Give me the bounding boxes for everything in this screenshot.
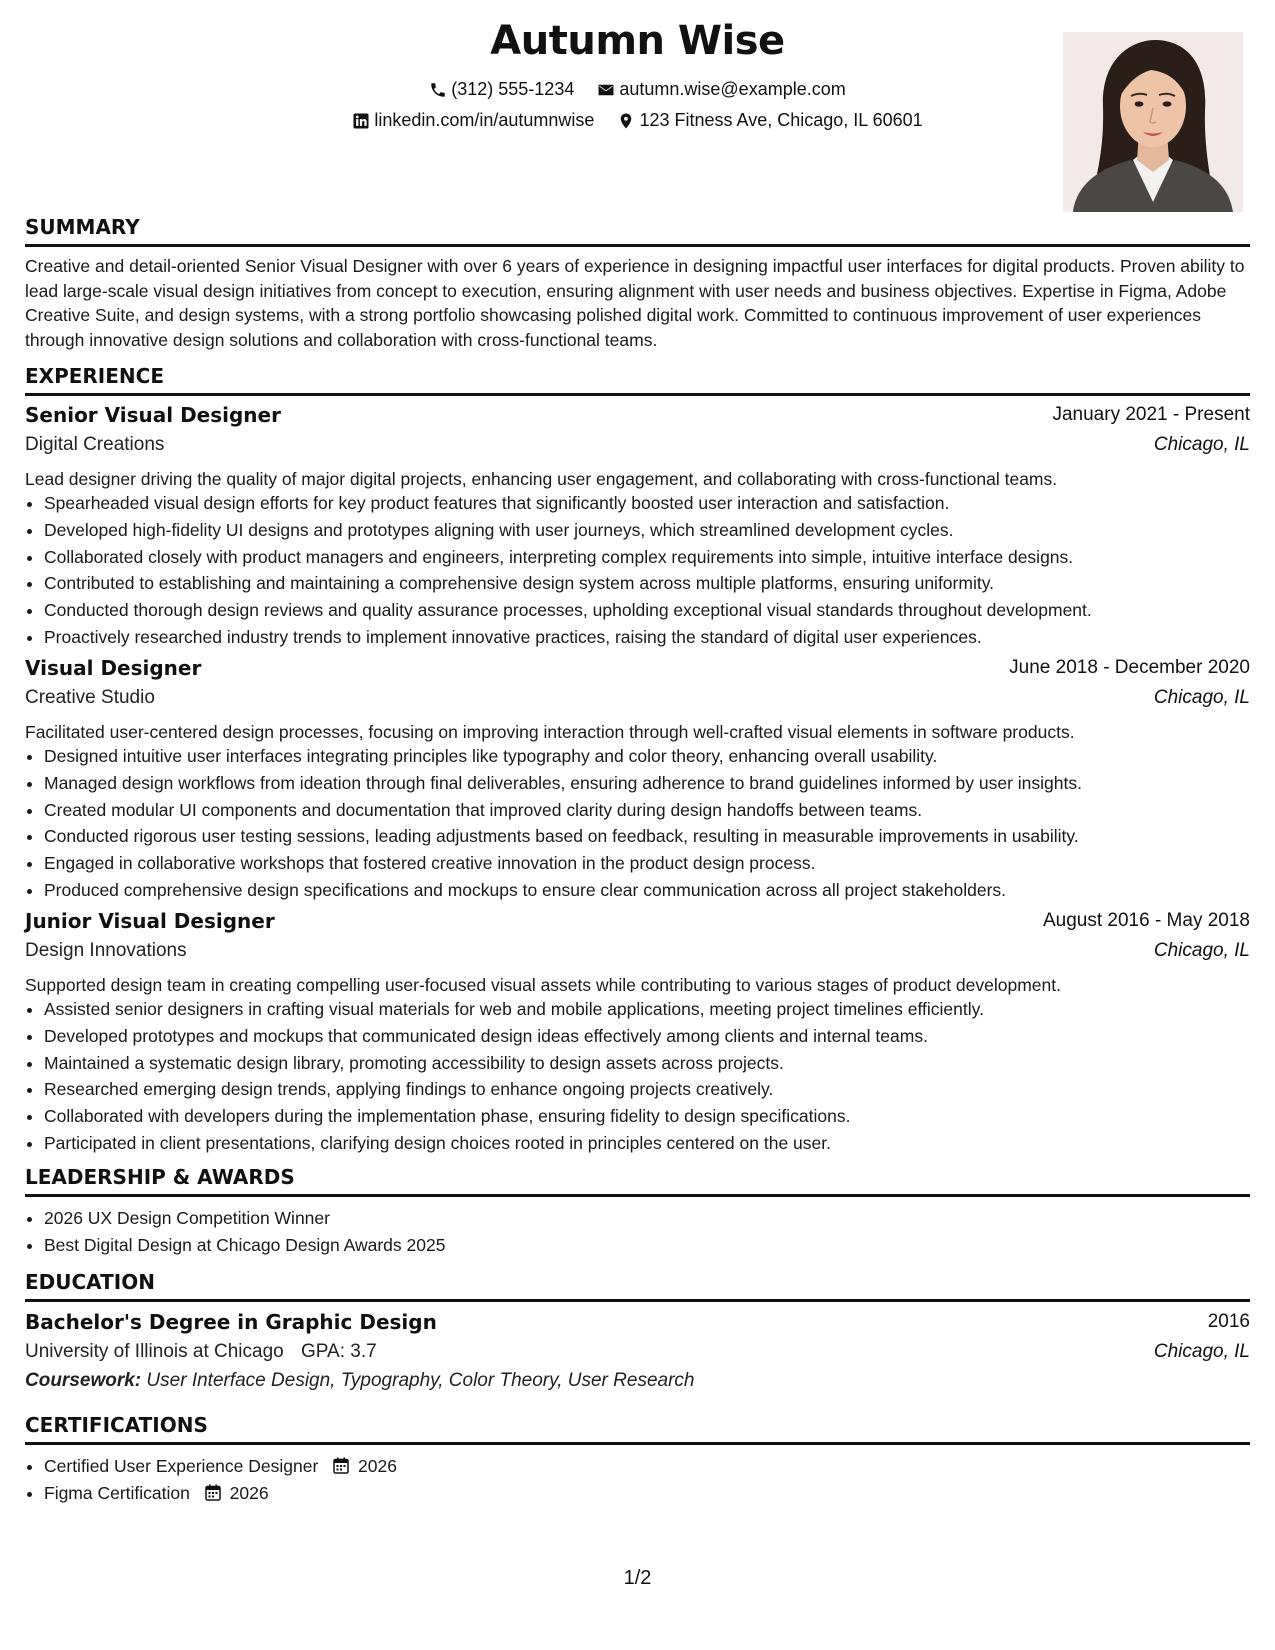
linkedin-text[interactable]: linkedin.com/in/autumnwise xyxy=(374,110,595,130)
list-item: • Contributed to establishing and maintaining a comprehensive design system across multiple platforms, ensuring uniformity. xyxy=(44,570,1269,597)
school-location: Chicago, IL xyxy=(1153,1341,1250,1362)
coursework-line xyxy=(25,1370,694,1392)
job-dates: January 2021 - Present xyxy=(1052,404,1250,425)
linkedin-item[interactable] xyxy=(352,110,594,131)
list-item: • Produced comprehensive design specifications and mockups to ensure clear communication across all project stakeholders. xyxy=(44,877,1269,904)
list-item: • Assisted senior designers in crafting visual materials for web and mobile applications, meeting project timelines efficiently. xyxy=(44,996,1269,1023)
list-item: • Conducted rigorous user testing sessions, leading adjustments based on feedback, resulting in measurable improvements in usability. xyxy=(44,823,1269,850)
job-title: Visual Designer xyxy=(25,656,202,680)
certification-name: Certified User Experience Designer xyxy=(44,1456,319,1476)
job-dates: August 2016 - May 2018 xyxy=(1042,910,1250,931)
list-item: • Engaged in collaborative workshops that fostered creative innovation in the product design process. xyxy=(44,850,1269,877)
job-company: Creative Studio xyxy=(25,687,155,708)
list-item xyxy=(44,1453,1269,1480)
map-pin-icon xyxy=(617,112,635,130)
awards-list xyxy=(25,1205,1269,1259)
certifications-list xyxy=(25,1453,1269,1507)
calendar-icon xyxy=(333,1457,349,1474)
list-item: • Developed high-fidelity UI designs and prototypes aligning with user journeys, which streamlined development cycles. xyxy=(44,517,1269,544)
job-dates: June 2018 - December 2020 xyxy=(1009,657,1250,678)
profile-photo xyxy=(1063,32,1243,212)
school-name: University of Illinois at Chicago xyxy=(25,1341,284,1362)
page-number: 1/2 xyxy=(623,1567,652,1589)
job-summary: Lead designer driving the quality of major digital projects, enhancing user engagement, and collaborating with cross-functional teams. xyxy=(25,469,1058,489)
job-summary: Supported design team in creating compelling user-focused visual assets while contributing to various stages of product development. xyxy=(25,975,1061,995)
list-item: • Best Digital Design at Chicago Design Awards 2025 xyxy=(44,1232,1269,1259)
list-item: • Spearheaded visual design efforts for key product features that significantly boosted user interaction and satisfaction. xyxy=(44,490,1269,517)
resume-page xyxy=(25,0,1250,1650)
list-item: • Designed intuitive user interfaces integrating principles like typography and color theory, enhancing overall usability. xyxy=(44,743,1269,770)
section-title-leadership: LEADERSHIP & AWARDS xyxy=(25,1165,1250,1197)
portrait-illustration xyxy=(1063,32,1243,212)
section-title-summary: SUMMARY xyxy=(25,215,1250,247)
job-bullets xyxy=(25,996,1269,1157)
coursework-label: Coursework: xyxy=(25,1370,142,1391)
job-title: Senior Visual Designer xyxy=(25,403,281,427)
address-item xyxy=(617,110,922,131)
section-title-experience: EXPERIENCE xyxy=(25,364,1250,396)
job-bullets xyxy=(25,490,1269,651)
section-title-education: EDUCATION xyxy=(25,1270,1250,1302)
summary-text: Creative and detail-oriented Senior Visual Designer with over 6 years of experience in designing impactful user interfaces for digital products. Proven ability to lead large-scale visual design initiatives from concept to execution, ensuring alignment with user needs and business objectives. Expertise in Figma, Adobe Creative Suite, and design systems, with a strong portfolio showcasing polished digital work. Committed to continuous improvement of user experiences through innovative design solutions and collaboration with cross-functional teams. xyxy=(25,256,1245,350)
list-item: • Collaborated with developers during the implementation phase, ensuring fidelity to design specifications. xyxy=(44,1103,1269,1130)
list-item: • Proactively researched industry trends to implement innovative practices, raising the standard of digital user experiences. xyxy=(44,624,1269,651)
job-bullets xyxy=(25,743,1269,904)
job-location: Chicago, IL xyxy=(1153,687,1250,708)
candidate-name: Autumn Wise xyxy=(490,18,785,64)
envelope-icon xyxy=(597,81,615,99)
degree-title: Bachelor's Degree in Graphic Design xyxy=(25,1310,437,1334)
job-location: Chicago, IL xyxy=(1153,940,1250,961)
list-item: • Maintained a systematic design library, promoting accessibility to design assets across projects. xyxy=(44,1050,1269,1077)
list-item: • Created modular UI components and documentation that improved clarity during design handoffs between teams. xyxy=(44,797,1269,824)
certification-year: 2026 xyxy=(358,1456,397,1476)
list-item: • Collaborated closely with product managers and engineers, interpreting complex requirements into simple, intuitive interface designs. xyxy=(44,544,1269,571)
list-item xyxy=(44,1480,1269,1507)
list-item: • Researched emerging design trends, applying findings to enhance ongoing projects creatively. xyxy=(44,1076,1269,1103)
list-item: • Developed prototypes and mockups that communicated design ideas effectively among clients and internal teams. xyxy=(44,1023,1269,1050)
email-text[interactable]: autumn.wise@example.com xyxy=(619,79,846,99)
list-item: • Managed design workflows from ideation through final deliverables, ensuring adherence to brand guidelines informed by user insights. xyxy=(44,770,1269,797)
section-title-certifications: CERTIFICATIONS xyxy=(25,1413,1250,1445)
certification-year: 2026 xyxy=(229,1482,269,1503)
job-title: Junior Visual Designer xyxy=(25,909,275,933)
phone-item xyxy=(429,79,574,100)
email-item[interactable] xyxy=(597,79,845,100)
calendar-icon xyxy=(205,1484,221,1501)
list-item: • Participated in client presentations, clarifying design choices rooted in principles centered on the user. xyxy=(44,1130,1269,1157)
certification-name: Figma Certification xyxy=(44,1482,190,1503)
job-summary: Facilitated user-centered design processes, focusing on improving interaction through well-crafted visual elements in software products. xyxy=(25,722,1075,742)
phone-text: (312) 555-1234 xyxy=(451,79,575,99)
school-line xyxy=(25,1341,377,1363)
list-item: • Conducted thorough design reviews and quality assurance processes, upholding exceptional visual standards throughout development. xyxy=(44,597,1269,624)
job-company: Digital Creations xyxy=(25,434,165,455)
coursework-text: User Interface Design, Typography, Color Theory, User Research xyxy=(146,1370,695,1391)
job-location: Chicago, IL xyxy=(1153,434,1250,455)
graduation-year: 2016 xyxy=(1207,1311,1250,1332)
list-item: • 2026 UX Design Competition Winner xyxy=(44,1205,1269,1232)
address-text: 123 Fitness Ave, Chicago, IL 60601 xyxy=(639,110,923,130)
gpa: GPA: 3.7 xyxy=(301,1341,377,1362)
job-company: Design Innovations xyxy=(25,940,187,961)
linkedin-icon xyxy=(352,112,370,130)
phone-icon xyxy=(429,81,447,99)
